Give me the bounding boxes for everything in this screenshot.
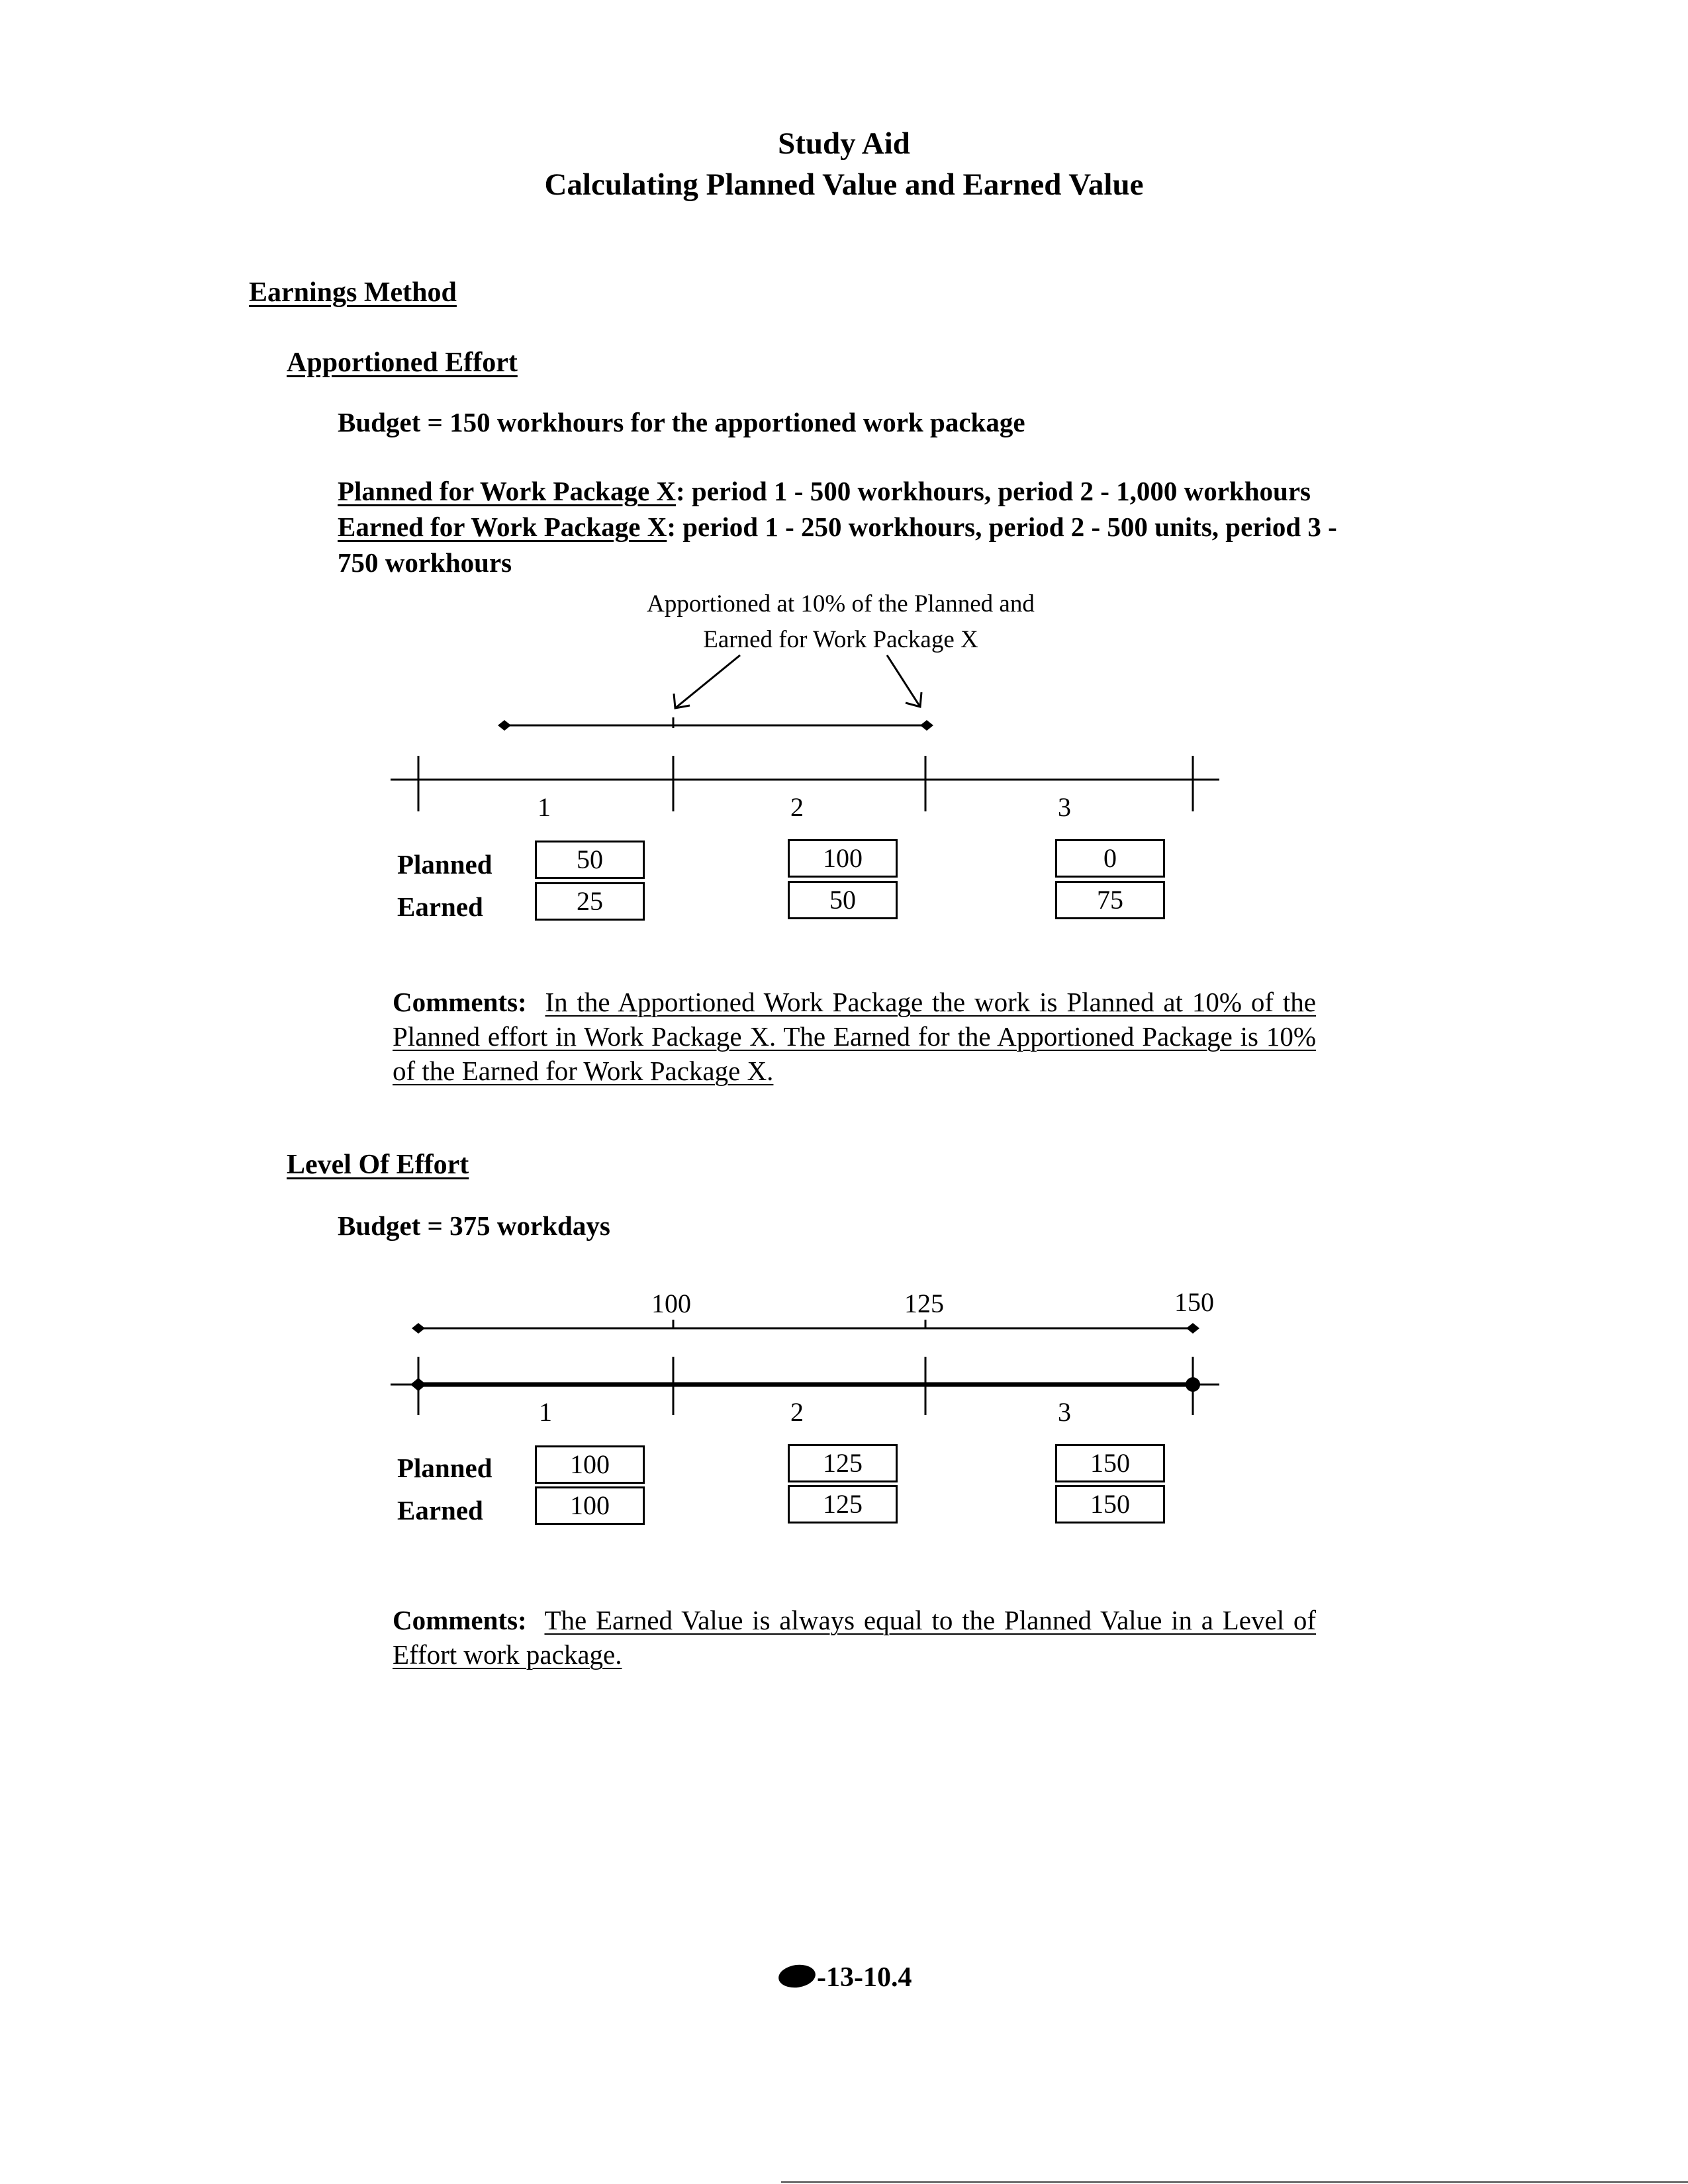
- apportioned-planned-value-2: 100: [788, 839, 898, 878]
- loe-budget: Budget = 375 workdays: [338, 1210, 610, 1241]
- loe-comment-label: Comments:: [393, 1605, 527, 1635]
- earnings-method-heading: Earnings Method: [249, 277, 457, 308]
- loe-earned-label: Earned: [397, 1495, 483, 1525]
- loe-planned-value-2: 125: [788, 1444, 898, 1482]
- apportioned-comment: [393, 985, 1316, 1088]
- earned-wp-x-label: Earned for Work Package X: [338, 512, 667, 542]
- loe-planned-label: Planned: [397, 1453, 492, 1483]
- apportioned-period-1: 1: [538, 792, 551, 822]
- apportioned-planned-value-3: 0: [1055, 839, 1165, 878]
- title-line-2: Calculating Planned Value and Earned Value: [544, 167, 1144, 202]
- ink-blot-icon: [777, 1962, 817, 1989]
- apportioned-period-3: 3: [1058, 792, 1071, 822]
- page-number: [778, 1962, 912, 1993]
- loe-comment-text: The Earned Value is always equal to the Planned Value in a Level of Effort work package.: [393, 1605, 1316, 1670]
- apportioned-bracket: [498, 717, 933, 731]
- apportioned-period-2: 2: [790, 792, 804, 822]
- loe-scale-label-1: 100: [651, 1289, 691, 1318]
- apportioned-comment-label: Comments:: [393, 987, 527, 1017]
- apportioned-comment-text: In the Apportioned Work Package the work is Planned at 10% of the Planned effort in Work Package X. The Earned for the Apportioned Package is 10% of the Earned for Work Package X.: [393, 987, 1317, 1086]
- loe-period-axis: [391, 1357, 1219, 1415]
- apportioned-earned-value-1: 25: [535, 882, 645, 921]
- loe-comment: [393, 1603, 1316, 1672]
- loe-scale-label-3: 150: [1174, 1287, 1214, 1317]
- apportioned-budget: Budget = 150 workhours for the apportioned work package: [338, 407, 1025, 437]
- planned-wp-x-text: : period 1 - 500 workhours, period 2 - 1,000 workhours: [676, 476, 1311, 506]
- apportioned-earned-value-3: 75: [1055, 881, 1165, 919]
- loe-scale-label-2: 125: [904, 1289, 944, 1318]
- title-line-1: Study Aid: [778, 126, 910, 161]
- earned-wp-x-line-2: 750 workhours: [338, 547, 512, 578]
- apportioned-effort-heading: Apportioned Effort: [287, 347, 518, 378]
- loe-period-2: 2: [790, 1397, 804, 1427]
- loe-planned-value-1: 100: [535, 1445, 645, 1484]
- loe-period-1: 1: [539, 1397, 552, 1427]
- planned-wp-x-label: Planned for Work Package X: [338, 476, 676, 506]
- apportioned-planned-label: Planned: [397, 849, 492, 880]
- bottom-edge-line: [781, 2181, 1688, 2183]
- note-arrows: [674, 655, 921, 708]
- apportioned-note-line-1: Apportioned at 10% of the Planned and: [647, 590, 1035, 617]
- level-of-effort-heading: Level Of Effort: [287, 1150, 469, 1180]
- apportioned-earned-label: Earned: [397, 891, 483, 922]
- loe-earned-value-2: 125: [788, 1485, 898, 1524]
- earned-wp-x-text: : period 1 - 250 workhours, period 2 - 500 units, period 3 -: [667, 512, 1337, 542]
- loe-scale-line: [412, 1320, 1199, 1334]
- page-number-text: -13-10.4: [817, 1962, 912, 1993]
- apportioned-planned-value-1: 50: [535, 841, 645, 879]
- loe-planned-value-3: 150: [1055, 1444, 1165, 1482]
- apportioned-note-line-2: Earned for Work Package X: [703, 626, 978, 653]
- loe-earned-value-3: 150: [1055, 1485, 1165, 1524]
- loe-period-3: 3: [1058, 1397, 1071, 1427]
- apportioned-period-axis: [391, 756, 1219, 811]
- apportioned-earned-value-2: 50: [788, 881, 898, 919]
- loe-earned-value-1: 100: [535, 1486, 645, 1525]
